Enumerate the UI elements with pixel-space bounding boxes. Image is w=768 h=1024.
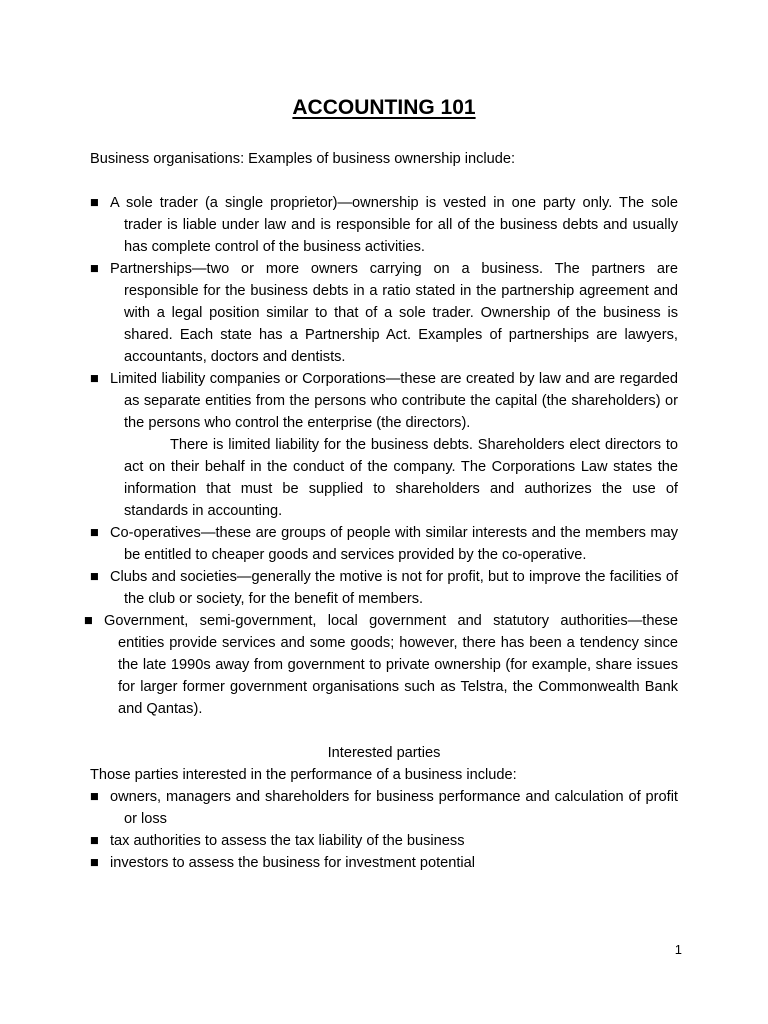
bullet-clubs-societies	[90, 566, 678, 610]
bullet-icon: ■	[90, 789, 99, 805]
bullet-sole-trader	[90, 192, 678, 258]
interested-party-item	[90, 852, 678, 874]
bullet-text: Co-operatives—these are groups of people with similar interests and the members may be entitled to cheaper goods and services provided by the co-operative.	[110, 525, 678, 563]
intro-paragraph: Business organisations: Examples of business ownership include:	[90, 151, 516, 167]
bullet-government	[84, 610, 678, 720]
page-title-text: ACCOUNTING 101	[292, 96, 476, 119]
document-body	[84, 148, 678, 874]
page-title	[0, 96, 768, 120]
bullet-icon: ■	[84, 613, 93, 629]
bullet-limited-liability	[90, 368, 678, 434]
bullet-co-operatives	[90, 522, 678, 566]
interested-party-item	[90, 786, 678, 830]
bullet-text: investors to assess the business for investment potential	[110, 855, 476, 871]
bullet-text: tax authorities to assess the tax liability of the business	[110, 833, 465, 849]
bullet-icon: ■	[90, 569, 99, 585]
bullet-text: Clubs and societies—generally the motive is not for profit, but to improve the facilities of the club or society, for the benefit of members.	[110, 569, 678, 607]
bullet-icon: ■	[90, 833, 99, 849]
bullet-icon: ■	[90, 855, 99, 871]
interested-parties-lead: Those parties interested in the performance of a business include:	[90, 767, 517, 783]
bullet-icon: ■	[90, 525, 99, 541]
interested-parties-heading: Interested parties	[327, 745, 441, 761]
bullet-text: A sole trader (a single proprietor)—ownership is vested in one party only. The sole trader is liable under law and is responsible for all of the business debts and usually has complete control of the business activities.	[110, 195, 678, 255]
bullet-text: Partnerships—two or more owners carrying on a business. The partners are responsible for the business debts in a ratio stated in the partnership agreement and with a legal position similar to that of a sole trader. Ownership of the business is shared. Each state has a Partnership Act. Examples of partnerships are lawyers, accountants, doctors and dentists.	[110, 261, 678, 365]
bullet-text: Government, semi-government, local government and statutory authorities—these entities provide services and some goods; however, there has been a tendency since the late 1990s away from government to private ownership (for example, share issues for larger former government organisations such as Telstra, the Commonwealth Bank and Qantas).	[104, 613, 678, 717]
bullet-text: Limited liability companies or Corporations—these are created by law and are regarded as separate entities from the persons who contribute the capital (the shareholders) or the persons who control the enterprise (the directors).	[110, 371, 678, 431]
bullet-partnerships	[90, 258, 678, 368]
page-number: 1	[674, 942, 682, 957]
interested-party-item	[90, 830, 678, 852]
bullet-icon: ■	[90, 195, 99, 211]
bullet-text: owners, managers and shareholders for business performance and calculation of profit or loss	[110, 789, 678, 827]
continuation-text: There is limited liability for the business debts. Shareholders elect directors to act on their behalf in the conduct of the company. The Corporations Law states the information that must be supplied to shareholders and authorizes the use of standards in accounting.	[124, 437, 678, 519]
bullet-icon: ■	[90, 261, 99, 277]
limited-liability-continuation	[90, 434, 678, 522]
bullet-icon: ■	[90, 371, 99, 387]
